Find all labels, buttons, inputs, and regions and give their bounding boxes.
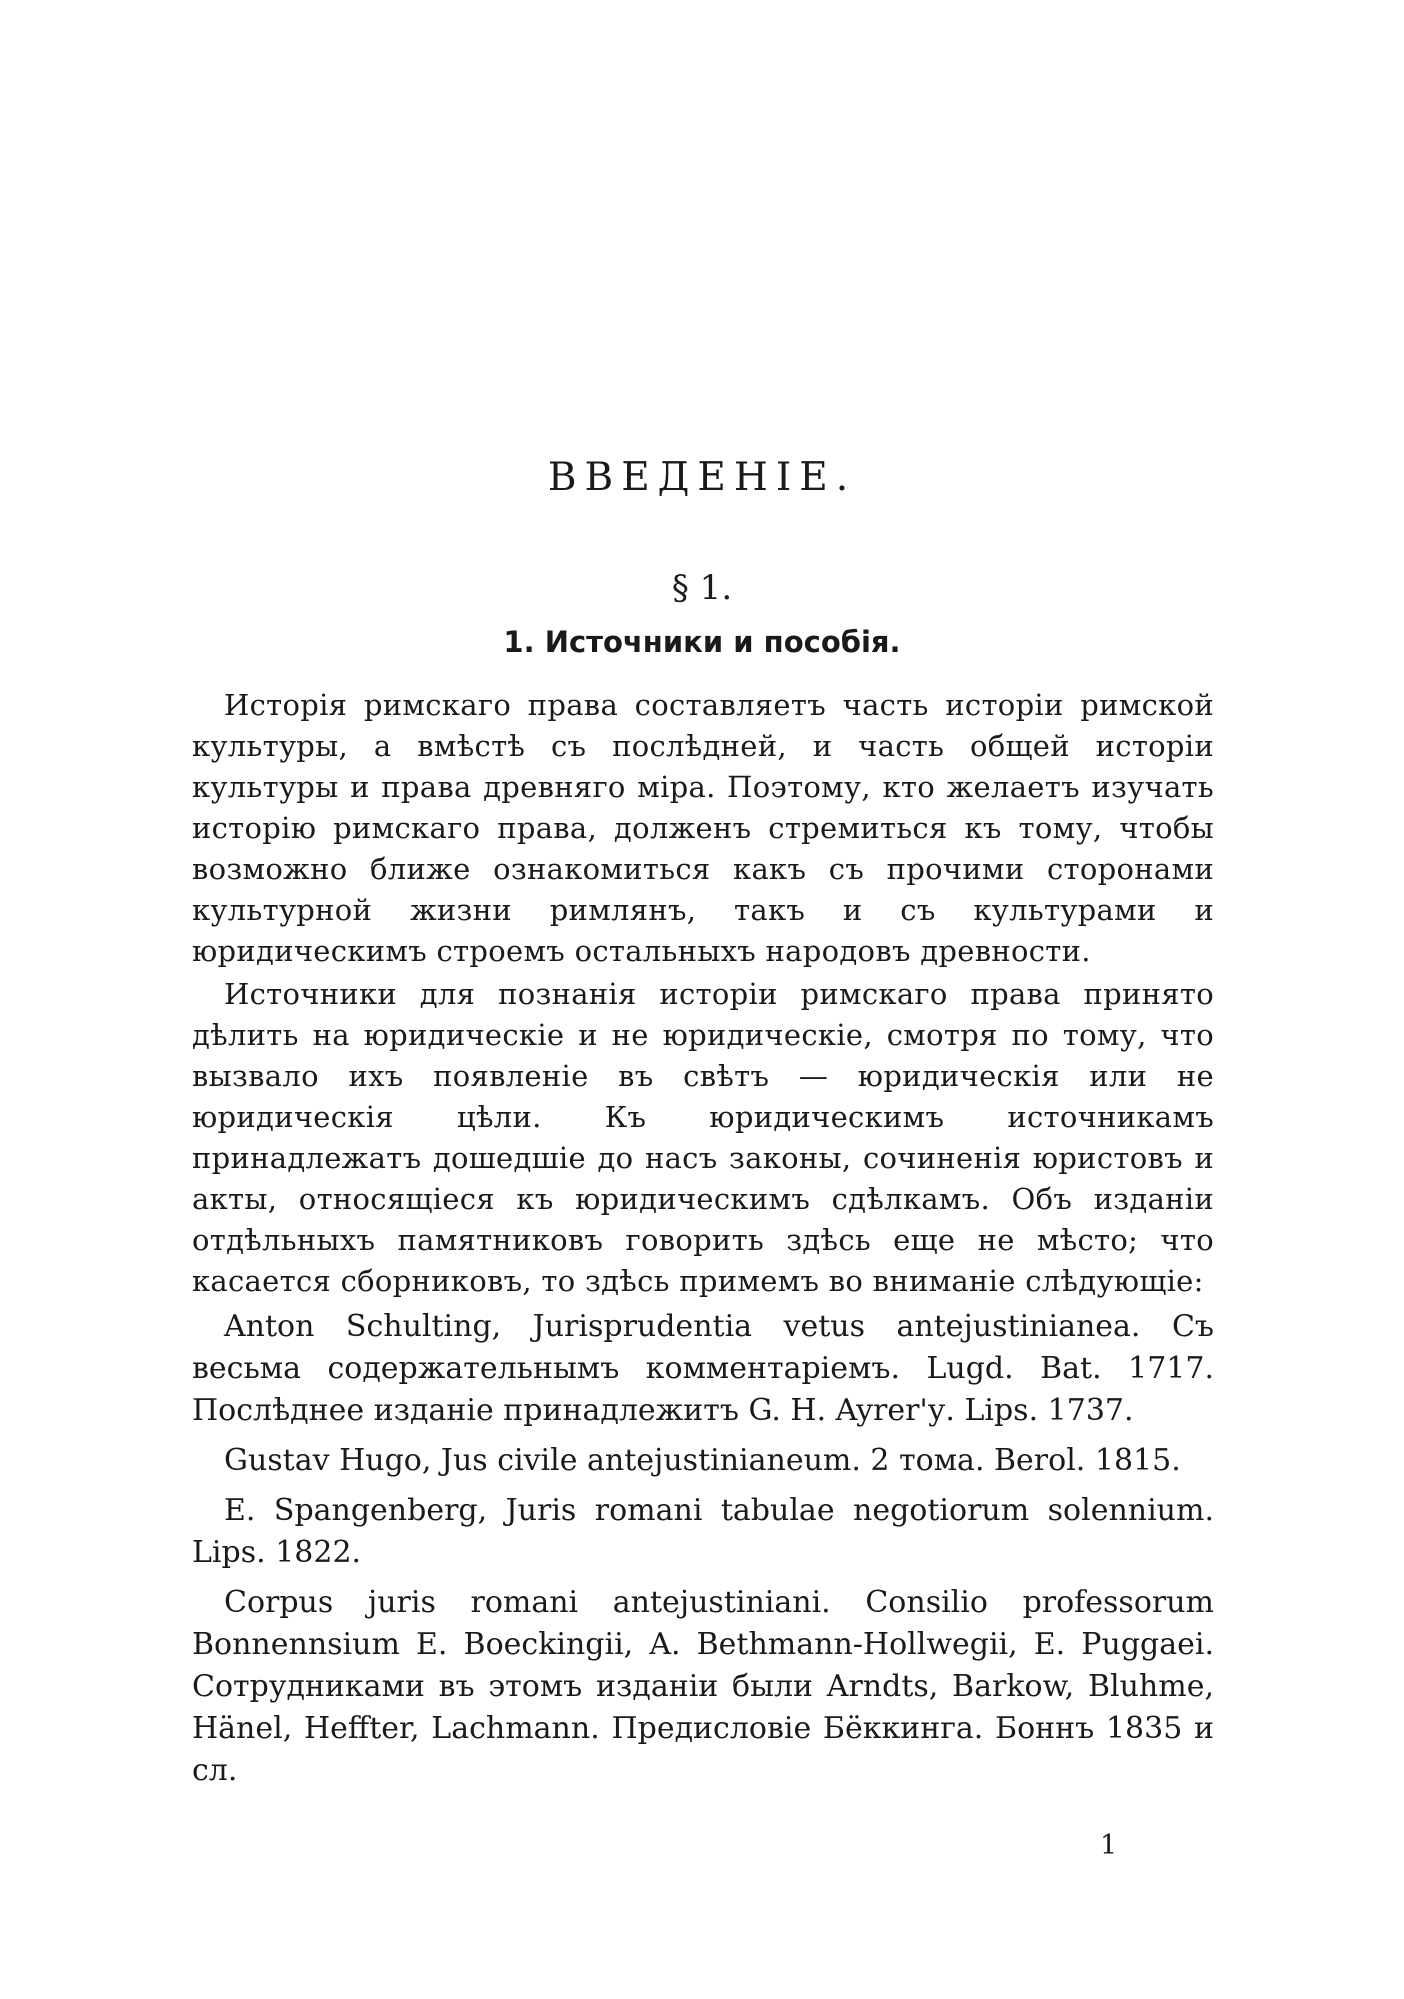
paragraph: Источники для познанія исторіи римскаго права принято дѣлить на юридическіе и не юридическіе, смотря по тому, что вызвало ихъ появленіе въ свѣтъ — юридическія или не юридическія цѣли. Къ юридическимъ источникамъ принадлежатъ дошедшіе до насъ законы, сочиненія юристовъ и акты, относящіеся къ юридическимъ сдѣлкамъ. Объ изданіи отдѣльныхъ памятниковъ говорить здѣсь еще не мѣсто; что касается сборниковъ, то здѣсь примемъ во вниманіе слѣдующіе: <box>192 977 1214 1298</box>
section-heading: 1. Источники и пособія. <box>503 625 901 659</box>
bibliography-entry: E. Spangenberg, Juris romani tabulae negotiorum solennium. Lips. 1822. <box>192 1493 1214 1570</box>
bibliography-entry: Anton Schulting, Jurisprudentia vetus antejustinianea. Съ весьма содержательнымъ комментаріемъ. Lugd. Bat. 1717. Послѣднее изданіе принадлежитъ G. H. Ayrer'у. Lips. 1737. <box>192 1309 1214 1428</box>
body-text <box>192 685 1214 1800</box>
bibliography-entry: Gustav Hugo, Jus civile antejustinianeum. 2 тома. Berol. 1815. <box>224 1443 1181 1478</box>
chapter-title: ВВЕДЕНІЕ. <box>547 455 857 500</box>
paragraph: Исторія римскаго права составляетъ часть исторіи римской культуры, а вмѣстѣ съ послѣдней, и часть общей исторіи культуры и права древняго міра. Поэтому, кто желаетъ изучать исторію римскаго права, долженъ стремиться къ тому, чтобы возможно ближе ознакомиться какъ съ прочими сторонами культурной жизни римлянъ, такъ и съ культурами и юридическимъ строемъ остальныхъ народовъ древности. <box>192 688 1214 968</box>
bibliography-entry: Corpus juris romani antejustiniani. Consilio professorum Bonnennsium E. Boeckingii, A. Bethmann-Hollwegii, E. Puggaei. Сотрудниками въ этомъ изданіи были Arndts, Barkow, Bluhme, Hänel, Heffter, Lachmann. Предисловіе Бёккинга. Боннъ 1835 и сл. <box>192 1585 1214 1788</box>
section-mark: § 1. <box>671 568 733 608</box>
page-number: 1 <box>1100 1830 1118 1861</box>
